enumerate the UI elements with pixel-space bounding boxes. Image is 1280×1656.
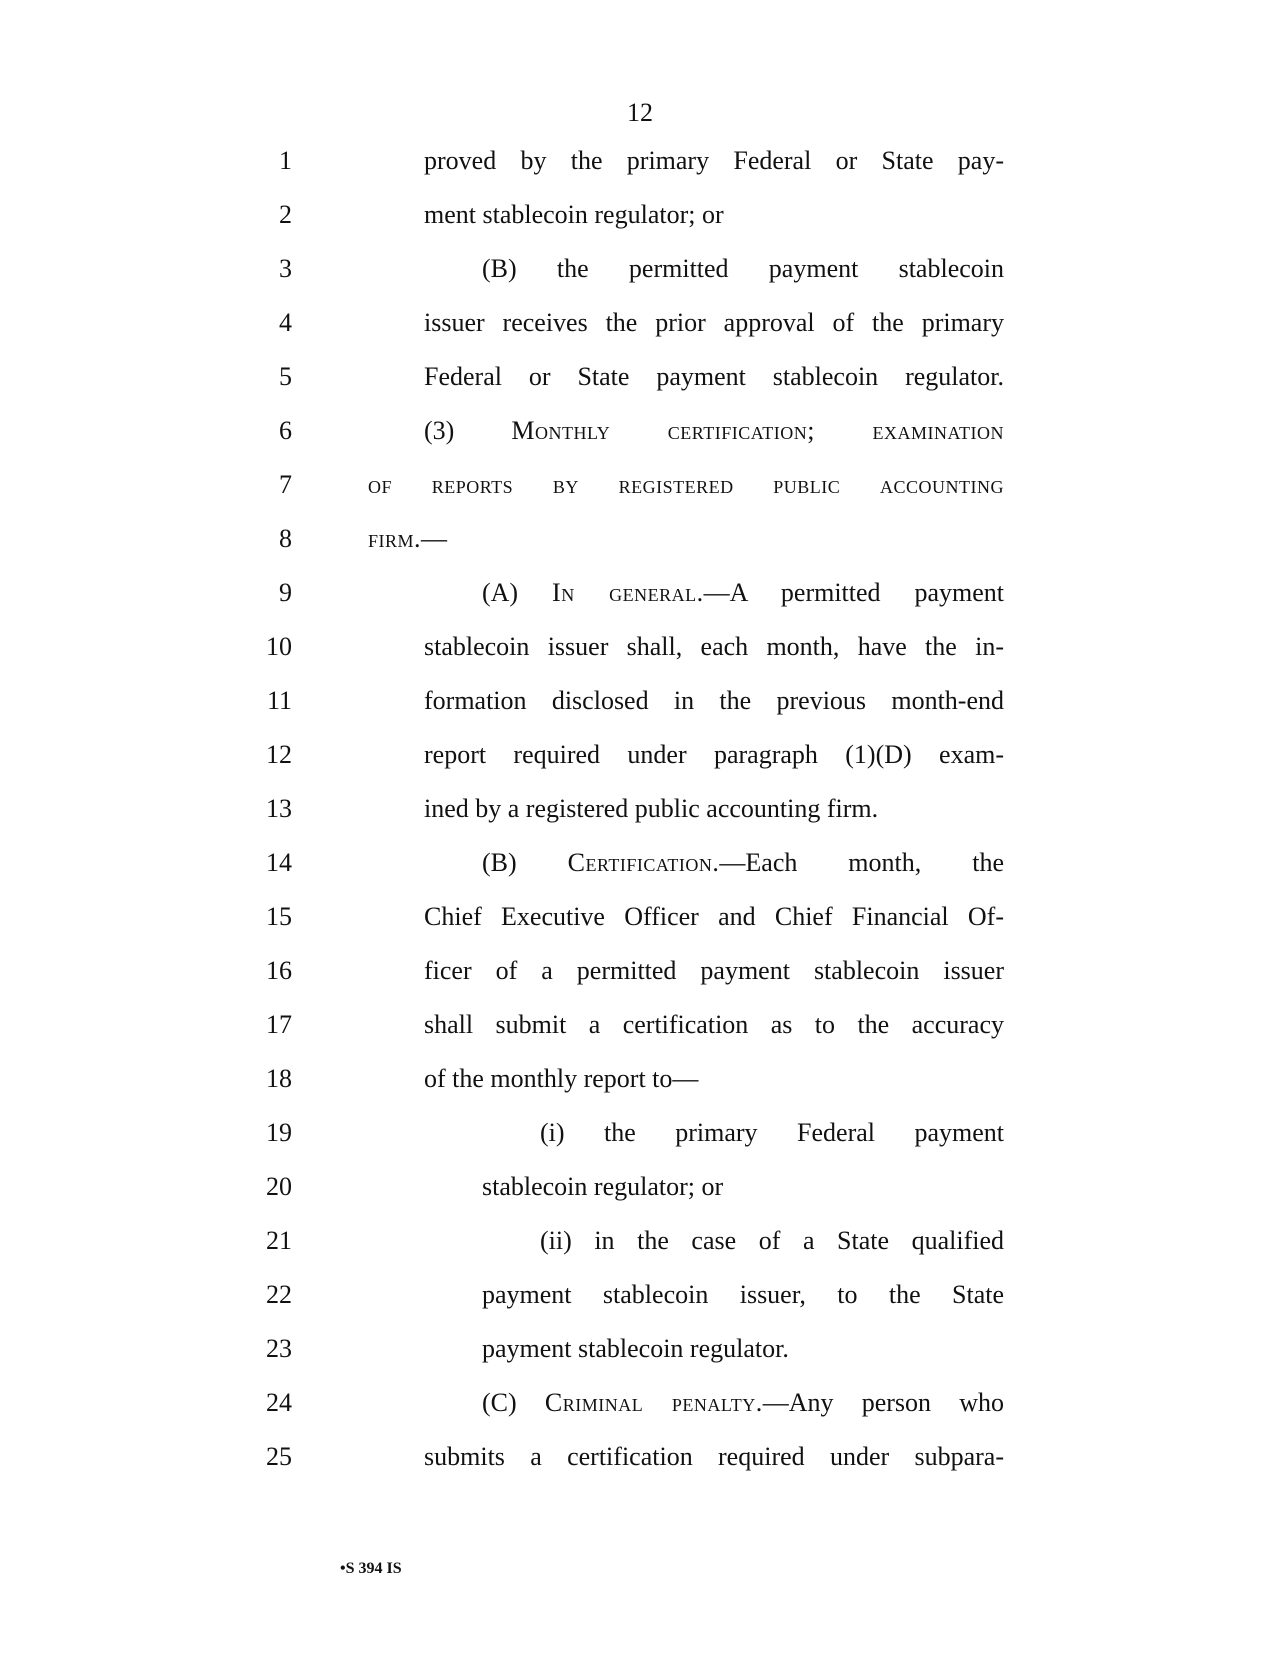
document-line (0, 308, 1280, 362)
document-line (0, 1334, 1280, 1388)
document-line (0, 794, 1280, 848)
document-line (0, 146, 1280, 200)
document-line (0, 1226, 1280, 1280)
line-text-tail: —Any person who (762, 1388, 1004, 1417)
line-number: 21 (266, 1226, 292, 1255)
line-number: 2 (279, 200, 292, 229)
line-text-tail: —A permitted payment (703, 578, 1004, 607)
line-text: stablecoin issuer shall, each month, have the in- (424, 632, 1004, 661)
line-number: 6 (279, 416, 292, 445)
heading-smallcaps: firm. (368, 524, 422, 553)
document-line (0, 1010, 1280, 1064)
line-text: formation disclosed in the previous month-end (424, 686, 1004, 715)
line-number: 3 (279, 254, 292, 283)
line-text: report required under paragraph (1)(D) exam- (424, 740, 1004, 769)
line-number: 25 (266, 1442, 292, 1471)
bill-footer: •S 394 IS (340, 1560, 402, 1577)
line-number: 20 (266, 1172, 292, 1201)
line-number: 5 (279, 362, 292, 391)
line-number: 16 (266, 956, 292, 985)
line-text: ment stablecoin regulator; or (424, 200, 724, 229)
line-text: (B) the permitted payment stablecoin (482, 254, 1004, 283)
page-number: 12 (627, 98, 653, 127)
document-line (0, 1442, 1280, 1496)
line-number: 15 (266, 902, 292, 931)
line-text-tail: —Each month, the (719, 848, 1004, 877)
line-number: 11 (266, 686, 292, 715)
line-text: Chief Executive Officer and Chief Financial Of- (424, 902, 1004, 931)
document-line (0, 470, 1280, 524)
line-text: issuer receives the prior approval of the primary (424, 308, 1004, 337)
heading-dash: — (421, 524, 448, 553)
line-number: 24 (266, 1388, 292, 1417)
document-line (0, 578, 1280, 632)
document-line (0, 1064, 1280, 1118)
line-text: submits a certification required under subpara- (424, 1442, 1004, 1471)
document-line (0, 362, 1280, 416)
document-line (0, 254, 1280, 308)
line-number: 4 (279, 308, 292, 337)
document-line (0, 200, 1280, 254)
document-line (0, 524, 1280, 578)
document-line (0, 956, 1280, 1010)
line-text: (i) the primary Federal payment (540, 1118, 1004, 1147)
line-number: 8 (279, 524, 292, 553)
document-line (0, 848, 1280, 902)
document-line (0, 1280, 1280, 1334)
line-text (482, 848, 1004, 878)
heading-smallcaps: Certification. (567, 848, 720, 877)
heading-smallcaps: Criminal penalty. (544, 1388, 763, 1417)
line-number: 9 (279, 578, 292, 607)
line-number: 12 (266, 740, 292, 769)
line-text: shall submit a certification as to the accuracy (424, 1010, 1004, 1039)
line-number: 7 (279, 470, 292, 499)
line-text: (ii) in the case of a State qualified (540, 1226, 1004, 1255)
line-number: 19 (266, 1118, 292, 1147)
paragraph-designator: (B) (482, 848, 568, 877)
heading-smallcaps: In general. (552, 578, 704, 607)
line-number: 13 (266, 794, 292, 823)
line-text (368, 524, 447, 554)
heading-smallcaps: Monthly certification; examination (511, 416, 1004, 445)
document-line (0, 1172, 1280, 1226)
line-number: 18 (266, 1064, 292, 1093)
line-text: payment stablecoin regulator. (482, 1334, 789, 1363)
line-number: 10 (266, 632, 292, 661)
line-number: 23 (266, 1334, 292, 1363)
document-line (0, 1118, 1280, 1172)
line-number: 1 (279, 146, 292, 175)
line-text: Federal or State payment stablecoin regulator. (424, 362, 1004, 391)
paragraph-designator: (A) (482, 578, 553, 607)
line-text: stablecoin regulator; or (482, 1172, 724, 1201)
document-line (0, 416, 1280, 470)
line-text: of the monthly report to— (424, 1064, 699, 1093)
line-text (424, 416, 1004, 446)
paragraph-designator: (C) (482, 1388, 545, 1417)
document-line (0, 632, 1280, 686)
line-text: ined by a registered public accounting firm. (424, 794, 879, 823)
document-line (0, 1388, 1280, 1442)
document-line (0, 686, 1280, 740)
line-number: 22 (266, 1280, 292, 1309)
line-number: 17 (266, 1010, 292, 1039)
document-line (0, 902, 1280, 956)
document-line (0, 740, 1280, 794)
line-number: 14 (266, 848, 292, 877)
line-text: ficer of a permitted payment stablecoin issuer (424, 956, 1004, 985)
heading-smallcaps: of reports by registered public accounting (368, 470, 1004, 499)
line-text: proved by the primary Federal or State pay- (424, 146, 1004, 175)
line-text: payment stablecoin issuer, to the State (482, 1280, 1004, 1309)
paragraph-designator: (3) (424, 416, 512, 445)
line-text (482, 1388, 1004, 1418)
line-text (482, 578, 1004, 608)
